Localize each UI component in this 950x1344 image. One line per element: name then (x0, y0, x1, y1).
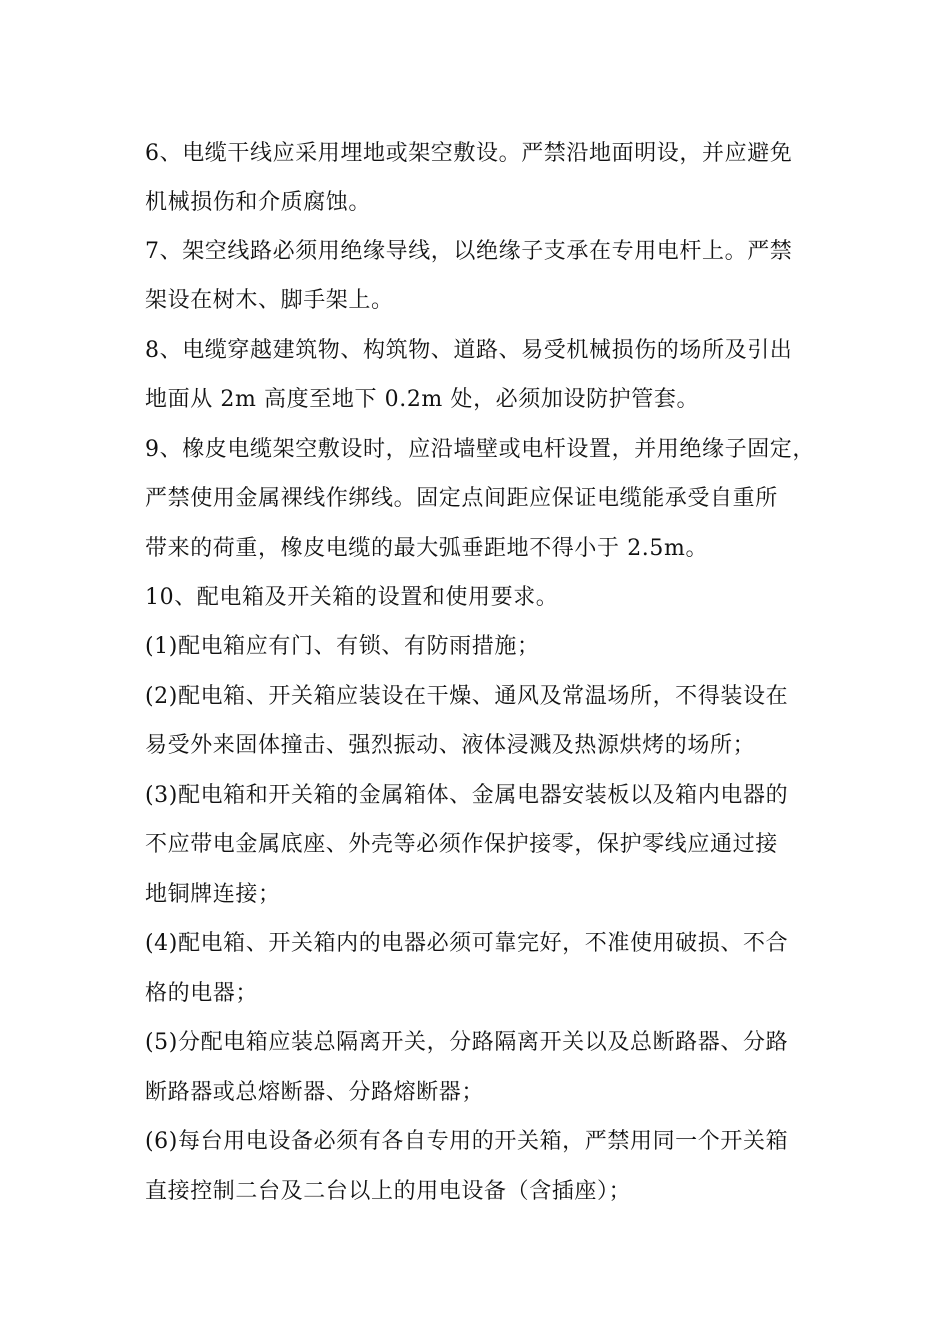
text-line-3: 7、架空线路必须用绝缘导线，以绝缘子支承在专用电杆上。严禁 (145, 239, 793, 264)
text-line-4: 架设在树木、脚手架上。 (145, 288, 394, 313)
text-line-5: 8、电缆穿越建筑物、构筑物、道路、易受机械损伤的场所及引出 (145, 338, 793, 363)
text-line-19: (5)分配电箱应装总隔离开关，分路隔离开关以及总断路器、分路 (145, 1030, 789, 1055)
text-line-2: 机械损伤和介质腐蚀。 (145, 190, 372, 215)
text-line-17: (4)配电箱、开关箱内的电器必须可靠完好，不准使用破损、不合 (145, 931, 789, 956)
text-line-20: 断路器或总熔断器、分路熔断器； (145, 1080, 485, 1105)
text-line-10: 10、配电箱及开关箱的设置和使用要求。 (145, 585, 559, 610)
text-line-15: 不应带电金属底座、外壳等必须作保护接零，保护零线应通过接 (145, 832, 778, 857)
text-line-16: 地铜牌连接； (145, 882, 281, 907)
text-line-18: 格的电器； (145, 981, 259, 1006)
text-line-13: 易受外来固体撞击、强烈振动、液体浸溅及热源烘烤的场所； (145, 733, 756, 758)
text-line-6: 地面从 2m 高度至地下 0.2m 处，必须加设防护管套。 (145, 387, 700, 412)
text-line-11: (1)配电箱应有门、有锁、有防雨措施； (145, 634, 540, 659)
text-line-8: 严禁使用金属裸线作绑线。固定点间距应保证电缆能承受自重所 (145, 486, 778, 511)
text-line-1: 6、电缆干线应采用埋地或架空敷设。严禁沿地面明设，并应避免 (145, 141, 793, 166)
text-line-14: (3)配电箱和开关箱的金属箱体、金属电器安装板以及箱内电器的 (145, 783, 789, 808)
text-line-12: (2)配电箱、开关箱应装设在干燥、通风及常温场所，不得装设在 (145, 684, 789, 709)
text-line-9: 带来的荷重，橡皮电缆的最大弧垂距地不得小于 2.5m。 (145, 536, 709, 561)
text-line-22: 直接控制二台及二台以上的用电设备（含插座）； (145, 1179, 632, 1204)
text-line-7: 9、橡皮电缆架空敷设时，应沿墙壁或电杆设置，并用绝缘子固定， (145, 437, 815, 462)
text-line-21: (6)每台用电设备必须有各自专用的开关箱，严禁用同一个开关箱 (145, 1129, 789, 1154)
